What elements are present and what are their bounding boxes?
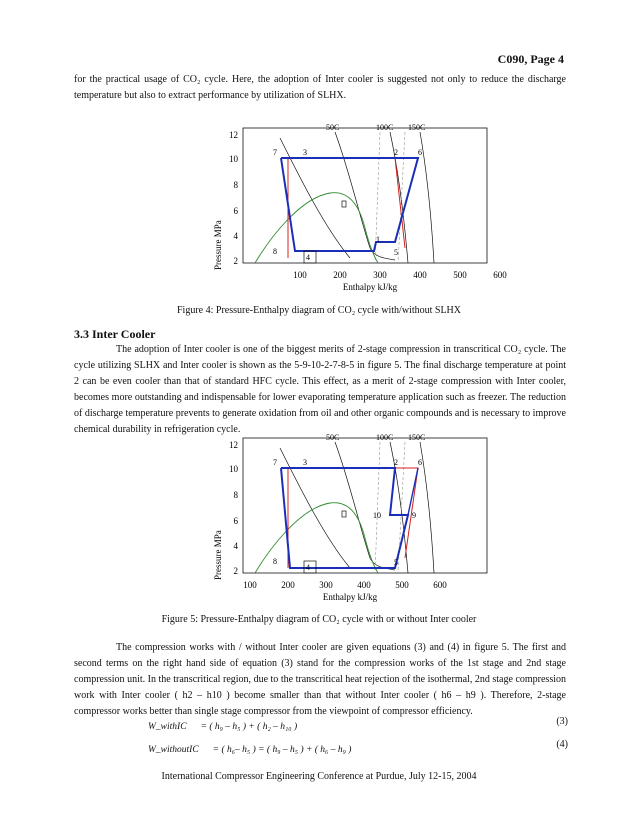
fig4-point-label: 2	[394, 148, 398, 157]
fig5-point-label: 9	[412, 511, 416, 520]
fig5-ytick: 2	[233, 566, 238, 576]
equation-4	[148, 739, 568, 757]
equation-number: (3)	[556, 716, 568, 727]
fig4-isotherm-50c	[335, 132, 395, 260]
fig5-point-label: 2	[394, 458, 398, 467]
fig4-isotherm-label: 150C	[408, 123, 426, 132]
fig5-xtick: 100	[243, 580, 257, 590]
fig5-cycle-segment	[408, 468, 418, 515]
fig4-xtick: 200	[333, 270, 347, 280]
equation-lhs: W_withoutIC	[148, 745, 199, 755]
fig5-xtick: 200	[281, 580, 295, 590]
fig5-point-label: 5	[394, 558, 398, 567]
fig5-point-label: 7	[273, 458, 277, 467]
fig4-point-label: 4	[306, 253, 310, 262]
fig4-plot-frame	[243, 128, 487, 263]
fig5-xlabel: Enthalpy kJ/kg	[322, 592, 378, 602]
fig4-point-label: 8	[273, 247, 277, 256]
fig5-ylabel: Pressure MPa	[213, 530, 223, 580]
fig5-dashed-line	[375, 442, 380, 573]
fig5-isotherm-50c	[335, 442, 395, 570]
fig4-isotherm-label: 100C	[376, 123, 394, 132]
fig5-isotherm-label: 50C	[326, 433, 340, 442]
fig5-point-label: 3	[303, 458, 307, 467]
fig4-xtick: 400	[413, 270, 427, 280]
fig5-point-label: 8	[273, 557, 277, 566]
page-header: C090, Page 4	[497, 52, 564, 66]
fig4-point-label: 3	[303, 148, 307, 157]
fig4-point-label: 5	[394, 248, 398, 257]
equation-rhs: = ( h₉ – h₅ ) + ( h₂ – h₁₀ )	[200, 722, 298, 732]
equation-rhs: = ( h₆– h₅ ) = ( h₉ – h₅ ) + ( h₆ – h₉ )	[212, 745, 352, 755]
fig4-ytick: 2	[233, 256, 238, 266]
page-footer: International Compressor Engineering Conference at Purdue, July 12-15, 2004	[161, 771, 477, 782]
fig5-xtick: 400	[357, 580, 371, 590]
fig4-ylabel: Pressure MPa	[213, 220, 223, 270]
fig4-xtick: 500	[453, 270, 467, 280]
fig5-ytick: 12	[229, 440, 238, 450]
fig4-xtick: 600	[493, 270, 507, 280]
fig4-ytick: 12	[229, 130, 238, 140]
equation-lhs: W_withIC	[148, 722, 187, 732]
equation-number: (4)	[556, 739, 568, 750]
fig5-plot-frame	[243, 438, 487, 573]
figure-4-caption: Figure 4: Pressure-Enthalpy diagram of CO₂ cycle with/without SLHX	[177, 305, 461, 316]
fig4-ytick: 8	[233, 180, 238, 190]
fig4-ytick: 10	[229, 154, 238, 164]
fig4-ytick: 6	[233, 206, 238, 216]
fig5-point-label: 10	[373, 511, 381, 520]
fig5-point-label: 6	[418, 458, 422, 467]
fig4-point-label: 6	[418, 148, 422, 157]
fig5-ytick: 6	[233, 516, 238, 526]
fig4-marker	[342, 201, 346, 207]
fig5-xtick: 600	[433, 580, 447, 590]
section-title: 3.3 Inter Cooler	[74, 327, 156, 341]
fig4-point-label: 1	[376, 235, 380, 244]
compression-paragraph: The compression works with / without Inter cooler are given equations (3) and (4) in figure 5. The first and second terms on the right hand side of equation (3) stand for the compression works of the 1st stage and 2nd stage compression unit. In the transcritical region, due to the transcritical heat rejection of the isothermal, 2nd stage compression work with Inter cooler ( h2 – h10 ) become smaller than that without Inter cooler ( h6 – h9 ). Therefore, 2-stage compressor works better than single stage compressor from the viewpoint of compressor efficiency.	[74, 642, 566, 717]
fig5-point-label: 4	[306, 563, 310, 572]
fig5-marker	[342, 511, 346, 517]
fig5-isotherm-label: 100C	[376, 433, 394, 442]
figure-5-ph-diagram	[200, 428, 520, 608]
fig4-xlabel: Enthalpy kJ/kg	[342, 282, 398, 292]
fig5-xtick: 500	[395, 580, 409, 590]
fig5-xtick: 300	[319, 580, 333, 590]
figure-5-caption: Figure 5: Pressure-Enthalpy diagram of CO₂ cycle with or without Inter cooler	[161, 614, 477, 625]
intro-paragraph: for the practical usage of CO₂ cycle. Here, the adoption of Inter cooler is suggested not only to reduce the discharge temperature but also to extract performance by utilization of SLHX.	[74, 74, 566, 101]
equation-3	[148, 716, 568, 734]
fig4-isotherm-label: 50C	[326, 123, 340, 132]
fig5-ytick: 10	[229, 464, 238, 474]
figure-4-ph-diagram	[200, 118, 520, 298]
fig4-isotherm-150c	[420, 132, 434, 263]
fig4-xtick: 300	[373, 270, 387, 280]
fig5-ytick: 8	[233, 490, 238, 500]
fig4-ytick: 4	[233, 231, 238, 241]
inter-cooler-paragraph: The adoption of Inter cooler is one of the biggest merits of 2-stage compression in transcritical CO₂ cycle. The cycle utilizing SLHX and Inter cooler is shown as the 5-9-10-2-7-8-5 in figure 5. The final discharge temperature at point 2 can be even cooler than that of standard HFC cycle. This effect, as a merit of 2-stage compression with Inter cooler, becomes more outstanding and indispensable for lower evaporating temperature application such as freezer. The reduction of discharge temperature prevents to generate oxidation from oil and other organic compounds and is necessary to improve chemical durability in refrigeration cycle.	[74, 344, 566, 435]
fig5-isotherm-150c	[420, 442, 434, 573]
fig5-ytick: 4	[233, 541, 238, 551]
fig5-isotherm-label: 150C	[408, 433, 426, 442]
fig4-xtick: 100	[293, 270, 307, 280]
fig4-point-label: 7	[273, 148, 277, 157]
